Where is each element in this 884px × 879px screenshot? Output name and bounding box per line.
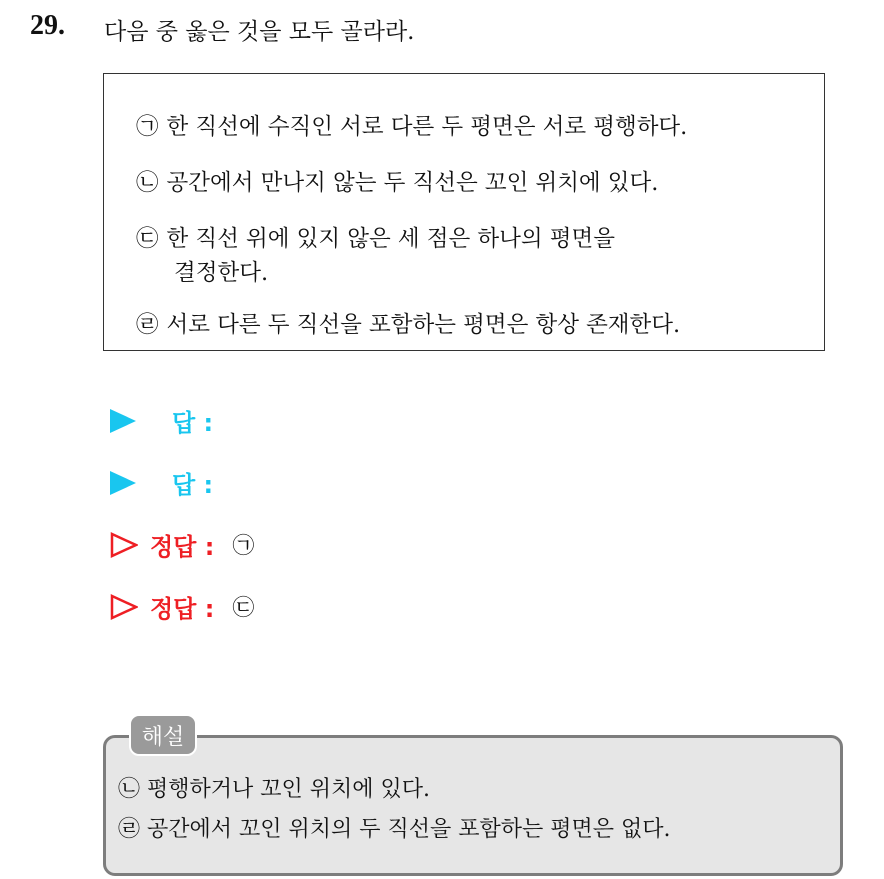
choice-mark: ㉢	[136, 226, 159, 252]
play-triangle-icon	[110, 471, 136, 495]
choice-item	[136, 222, 615, 290]
answer-label: 답 :	[172, 471, 214, 499]
play-triangle-icon	[110, 409, 136, 433]
choice-item	[136, 308, 680, 342]
choice-mark: ㉠	[136, 114, 159, 140]
explanation-line: ㉡ 평행하거나 꼬인 위치에 있다.	[118, 777, 430, 802]
correct-answer-label: 정답 :	[150, 595, 215, 623]
answer-label: 답 :	[172, 409, 214, 437]
outline-triangle-icon	[110, 532, 138, 558]
explanation-line: ㉣ 공간에서 꼬인 위치의 두 직선을 포함하는 평면은 없다.	[118, 817, 671, 842]
choice-mark: ㉣	[136, 312, 159, 338]
answer-blank-row	[110, 403, 213, 438]
question-text: 다음 중 옳은 것을 모두 골라라.	[104, 19, 415, 45]
choice-item	[136, 110, 687, 144]
correct-answer-row	[110, 589, 254, 624]
choice-item	[136, 166, 658, 200]
choice-mark: ㉡	[136, 170, 159, 196]
correct-answer-row	[110, 527, 254, 562]
choice-text: 한 직선에 수직인 서로 다른 두 평면은 서로 평행하다.	[166, 114, 688, 140]
choice-text: 공간에서 만나지 않는 두 직선은 꼬인 위치에 있다.	[166, 170, 659, 196]
answer-blank-row	[110, 465, 213, 500]
choice-text: 한 직선 위에 있지 않은 세 점은 하나의 평면을	[166, 226, 615, 252]
outline-triangle-icon	[110, 594, 138, 620]
choice-text: 서로 다른 두 직선을 포함하는 평면은 항상 존재한다.	[166, 312, 681, 338]
choice-box	[103, 73, 825, 351]
question-number: 29.	[30, 10, 65, 41]
correct-answer-value: ㉠	[232, 534, 255, 559]
explanation-tab: 해설	[129, 714, 197, 756]
choice-text-continued: 결정한다.	[174, 260, 269, 286]
explanation-box	[103, 735, 843, 876]
correct-answer-label: 정답 :	[150, 533, 215, 561]
correct-answer-value: ㉢	[232, 596, 255, 621]
